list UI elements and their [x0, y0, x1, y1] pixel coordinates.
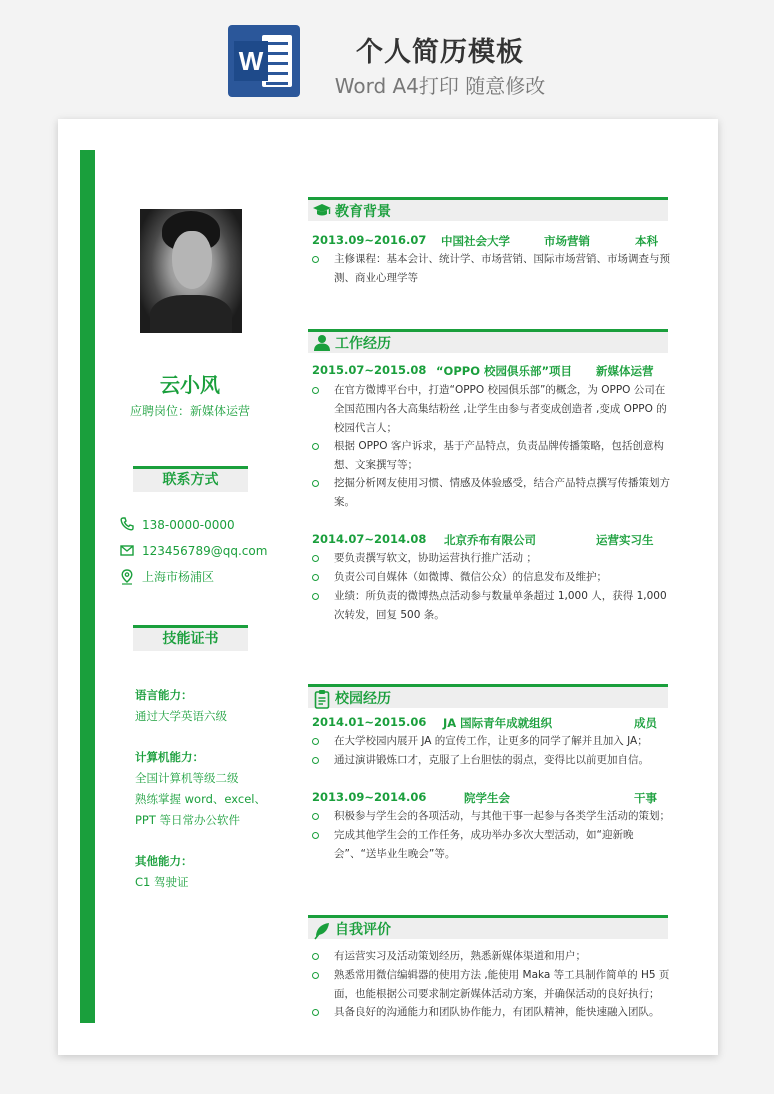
education-degree: 本科 — [635, 234, 658, 248]
self-title: 自我评价 — [335, 922, 391, 938]
skill-computer-item: 全国计算机等级二级 — [135, 771, 239, 785]
list-item: 熟悉常用微信编辑器的使用方法 ,能使用 Maka 等工具制作简单的 H5 页面，也能根据公司要求制定新媒体活动方案，并确保活动的良好执行； — [312, 966, 672, 1004]
graduation-cap-icon — [312, 202, 332, 220]
word-logo-icon — [228, 25, 300, 97]
campus-1-org: JA 国际青年成就组织 — [443, 716, 553, 730]
list-item: 主修课程：基本会计、统计学、市场营销、国际市场营销、市场调查与预测、商业心理学等 — [312, 250, 672, 288]
mail-icon — [120, 543, 134, 557]
location-icon — [120, 569, 134, 585]
list-item: 挖掘分析网友使用习惯、情感及体验感受，结合产品特点撰写传播策划方案。 — [312, 474, 672, 512]
banner-title: 个人简历模板 — [356, 37, 524, 68]
list-item: 有运营实习及活动策划经历，熟悉新媒体渠道和用户； — [312, 947, 672, 966]
leaf-icon — [312, 920, 332, 940]
person-icon — [312, 334, 332, 352]
list-item: 具备良好的沟通能力和团队协作能力，有团队精神，能快速融入团队。 — [312, 1003, 672, 1022]
clipboard-icon — [312, 689, 332, 709]
work-2-role: 运营实习生 — [596, 533, 654, 547]
work-title: 工作经历 — [335, 336, 391, 352]
campus-title: 校园经历 — [335, 691, 391, 707]
self-heading — [308, 915, 668, 939]
phone-icon — [120, 517, 134, 531]
word-logo-letter: W — [234, 41, 268, 81]
skill-computer-item: PPT 等日常办公软件 — [135, 813, 241, 827]
list-item: 积极参与学生会的各项活动，与其他干事一起参与各类学生活动的策划； — [312, 807, 672, 826]
skill-language-item: 通过大学英语六级 — [135, 709, 227, 723]
list-item: 在官方微博平台中，打造“OPPO 校园俱乐部”的概念，为 OPPO 公司在全国范围内各大高集结粉丝 ,让学生由参与者变成创造者 ,变成 OPPO 的校园代言人； — [312, 381, 672, 438]
campus-1-date: 2014.01~2015.06 — [312, 715, 427, 729]
skill-other-item: C1 驾驶证 — [135, 875, 189, 889]
phone-text: 138-0000-0000 — [142, 518, 235, 532]
template-banner — [0, 0, 774, 110]
accent-bar — [80, 150, 95, 1023]
education-heading — [308, 197, 668, 221]
campus-1-role: 成员 — [634, 716, 657, 730]
skill-computer-label: 计算机能力： — [135, 750, 204, 764]
work-1-org: “OPPO 校园俱乐部”项目 — [436, 364, 573, 378]
campus-2-role: 干事 — [634, 791, 657, 805]
work-2-org: 北京乔布有限公司 — [444, 533, 536, 547]
education-major: 市场营销 — [544, 234, 590, 248]
profile-photo — [140, 209, 242, 333]
list-item: 完成其他学生会的工作任务，成功举办多次大型活动，如“迎新晚会”、“送毕业生晚会”等。 — [312, 826, 672, 864]
resume-page — [58, 119, 718, 1055]
skill-language-label: 语言能力： — [135, 688, 193, 702]
skills-heading: 技能证书 — [133, 625, 248, 651]
education-date: 2013.09~2016.07 — [312, 233, 427, 247]
job-target: 应聘岗位：新媒体运营 — [129, 404, 250, 418]
list-item: 业绩：所负责的微博热点活动参与数量单条超过 1,000 人，获得 1,000 次转发，回复 500 条。 — [312, 587, 672, 625]
list-item: 根据 OPPO 客户诉求，基于产品特点，负责品牌传播策略，包括创意构想、文案撰写等； — [312, 437, 672, 475]
skill-computer-item: 熟练掌握 word、excel、 — [135, 792, 266, 806]
campus-2-org: 院学生会 — [464, 791, 510, 805]
contact-heading: 联系方式 — [133, 466, 248, 492]
skill-other-label: 其他能力： — [135, 854, 193, 868]
education-school: 中国社会大学 — [441, 234, 510, 248]
work-1-role: 新媒体运营 — [596, 364, 654, 378]
work-heading — [308, 329, 668, 353]
address-text: 上海市杨浦区 — [142, 570, 215, 584]
list-item: 负责公司自媒体（如微博、微信公众）的信息发布及维护； — [312, 568, 672, 587]
campus-heading — [308, 684, 668, 708]
email-text: 123456789@qq.com — [142, 544, 268, 558]
list-item: 在大学校园内展开 JA 的宣传工作，让更多的同学了解并且加入 JA； — [312, 732, 672, 751]
work-2-date: 2014.07~2014.08 — [312, 532, 427, 546]
education-title: 教育背景 — [335, 204, 391, 220]
candidate-name: 云小风 — [160, 373, 220, 397]
list-item: 要负责撰写软文，协助运营执行推广活动 ； — [312, 549, 672, 568]
banner-subtitle: Word A4打印 随意修改 — [334, 74, 546, 98]
campus-2-date: 2013.09~2014.06 — [312, 790, 427, 804]
list-item: 通过演讲锻炼口才，克服了上台胆怯的弱点，变得比以前更加自信。 — [312, 751, 672, 770]
work-1-date: 2015.07~2015.08 — [312, 363, 427, 377]
